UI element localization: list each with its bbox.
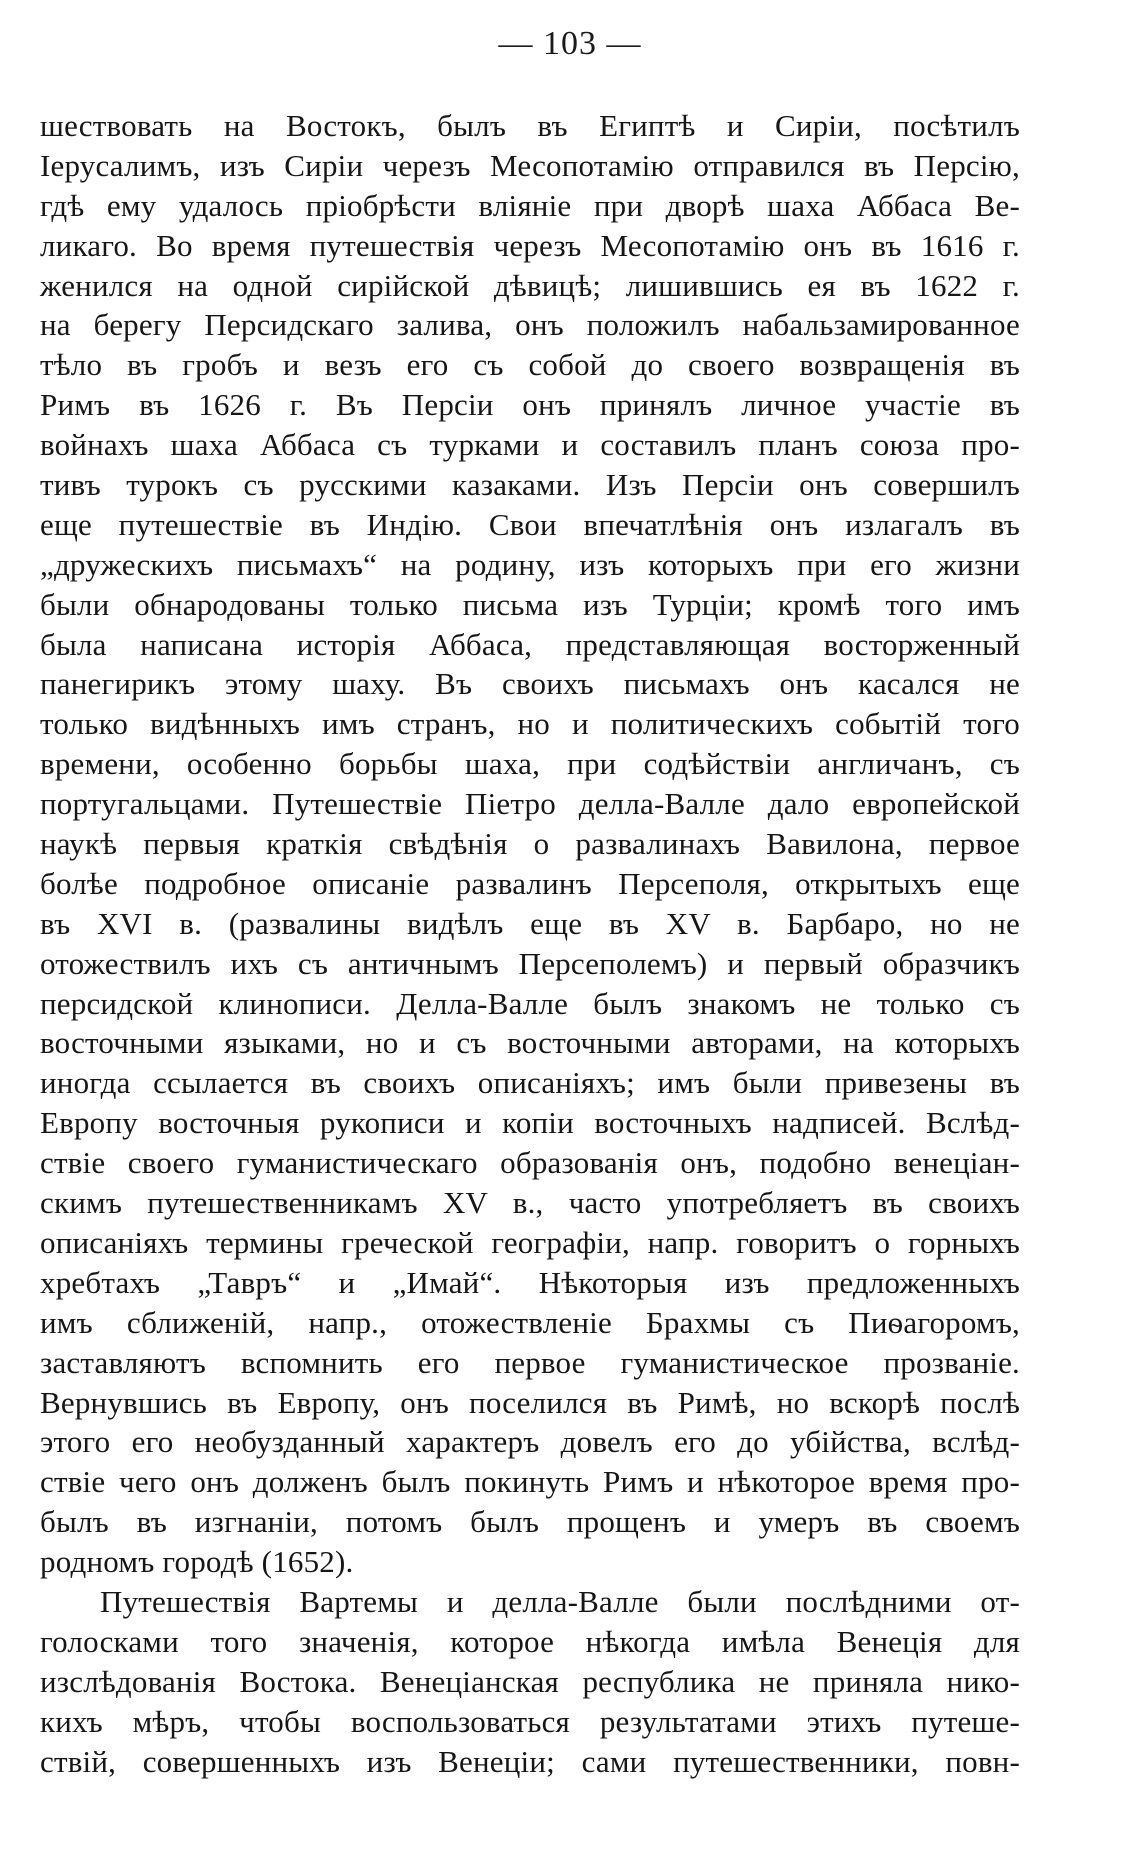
text-line: изслѣдованія Востока. Венеціанская республика не приняла нико- bbox=[40, 1663, 1020, 1699]
text-line: на берегу Персидскаго залива, онъ положилъ набальзамированное bbox=[40, 307, 1020, 343]
paragraph bbox=[40, 1582, 1020, 1781]
text-line: родномъ городѣ (1652). bbox=[40, 1544, 354, 1580]
text-line: наукѣ первыя краткія свѣдѣнія о развалинахъ Вавилона, первое bbox=[40, 826, 1020, 862]
paragraph bbox=[40, 106, 1020, 1582]
text-line: Римъ въ 1626 г. Въ Персіи онъ принялъ личное участіе въ bbox=[40, 387, 1020, 423]
text-line: восточными языками, но и съ восточными авторами, на которыхъ bbox=[40, 1025, 1020, 1061]
text-line: голосками того значенія, которое нѣкогда имѣла Венеція для bbox=[40, 1623, 1020, 1659]
text-line: имъ сближеній, напр., отожествленіе Брахмы съ Пиѳагоромъ, bbox=[40, 1304, 1020, 1340]
text-line: ствій, совершенныхъ изъ Венеціи; сами путешественники, повн- bbox=[40, 1743, 1020, 1779]
text-line: кихъ мѣръ, чтобы воспользоваться результатами этихъ путеше- bbox=[40, 1703, 1020, 1739]
text-line: болѣе подробное описаніе развалинъ Персеполя, открытыхъ еще bbox=[40, 865, 1020, 901]
text-line: „дружескихъ письмахъ“ на родину, изъ которыхъ при его жизни bbox=[40, 546, 1020, 582]
text-line: тивъ турокъ съ русскими казаками. Изъ Персіи онъ совершилъ bbox=[40, 467, 1020, 503]
text-line: ликаго. Во время путешествія черезъ Месопотамію онъ въ 1616 г. bbox=[40, 227, 1020, 263]
text-line: этого его необузданный характеръ довелъ его до убійства, вслѣд- bbox=[40, 1424, 1020, 1460]
page-number: — 103 — bbox=[498, 25, 642, 62]
text-line: женился на одной сирійской дѣвицѣ; лишившись ея въ 1622 г. bbox=[40, 267, 1020, 303]
text-line: отожествилъ ихъ съ античнымъ Персеполемъ) и первый образчикъ bbox=[40, 945, 1020, 981]
text-line: тѣло въ гробъ и везъ его съ собой до своего возвращенія въ bbox=[40, 347, 1020, 383]
text-line: скимъ путешественникамъ XV в., часто употребляетъ въ своихъ bbox=[40, 1185, 1020, 1221]
body-text bbox=[40, 106, 1020, 1781]
text-line: описаніяхъ термины греческой географіи, напр. говоритъ о горныхъ bbox=[40, 1224, 1020, 1260]
text-line: португальцами. Путешествіе Піетро делла-Валле дало европейской bbox=[40, 786, 1020, 822]
text-line: гдѣ ему удалось пріобрѣсти вліяніе при дворѣ шаха Аббаса Ве- bbox=[40, 187, 1020, 223]
text-line: Іерусалимъ, изъ Сиріи черезъ Месопотамію отправился въ Персію, bbox=[40, 147, 1020, 183]
text-line: войнахъ шаха Аббаса съ турками и составилъ планъ союза про- bbox=[40, 427, 1020, 463]
text-line: хребтахъ „Тавръ“ и „Имай“. Нѣкоторыя изъ предложенныхъ bbox=[40, 1264, 1020, 1300]
text-line: персидской клинописи. Делла-Валле былъ знакомъ не только съ bbox=[40, 985, 1020, 1021]
text-line: Вернувшись въ Европу, онъ поселился въ Римѣ, но вскорѣ послѣ bbox=[40, 1384, 1020, 1420]
text-line: времени, особенно борьбы шаха, при содѣйствіи англичанъ, съ bbox=[40, 746, 1020, 782]
text-line: въ XVI в. (развалины видѣлъ еще въ XV в. Барбаро, но не bbox=[40, 905, 1020, 941]
text-line: были обнародованы только письма изъ Турціи; кромѣ того имъ bbox=[40, 586, 1020, 622]
text-line: ствіе чего онъ долженъ былъ покинуть Римъ и нѣкоторое время про- bbox=[40, 1464, 1020, 1500]
text-line: Путешествія Вартемы и делла-Валле были послѣдними от- bbox=[100, 1583, 1020, 1619]
text-line: шествовать на Востокъ, былъ въ Египтѣ и Сиріи, посѣтилъ bbox=[40, 108, 1020, 143]
text-line: только видѣнныхъ имъ странъ, но и политическихъ событій того bbox=[40, 706, 1020, 742]
text-line: Европу восточныя рукописи и копіи восточныхъ надписей. Вслѣд- bbox=[40, 1105, 1020, 1141]
text-line: былъ въ изгнаніи, потомъ былъ прощенъ и умеръ въ своемъ bbox=[40, 1504, 1020, 1540]
text-line: панегирикъ этому шаху. Въ своихъ письмахъ онъ касался не bbox=[40, 666, 1020, 702]
text-line: иногда ссылается въ своихъ описаніяхъ; имъ были привезены въ bbox=[40, 1065, 1020, 1101]
text-line: заставляютъ вспомнить его первое гуманистическое прозваніе. bbox=[40, 1344, 1020, 1380]
text-line: была написана исторія Аббаса, представляющая восторженный bbox=[40, 626, 1020, 662]
text-line: ствіе своего гуманистическаго образованія онъ, подобно венеціан- bbox=[40, 1145, 1020, 1181]
text-line: еще путешествіе въ Индію. Свои впечатлѣнія онъ излагалъ въ bbox=[40, 506, 1020, 542]
